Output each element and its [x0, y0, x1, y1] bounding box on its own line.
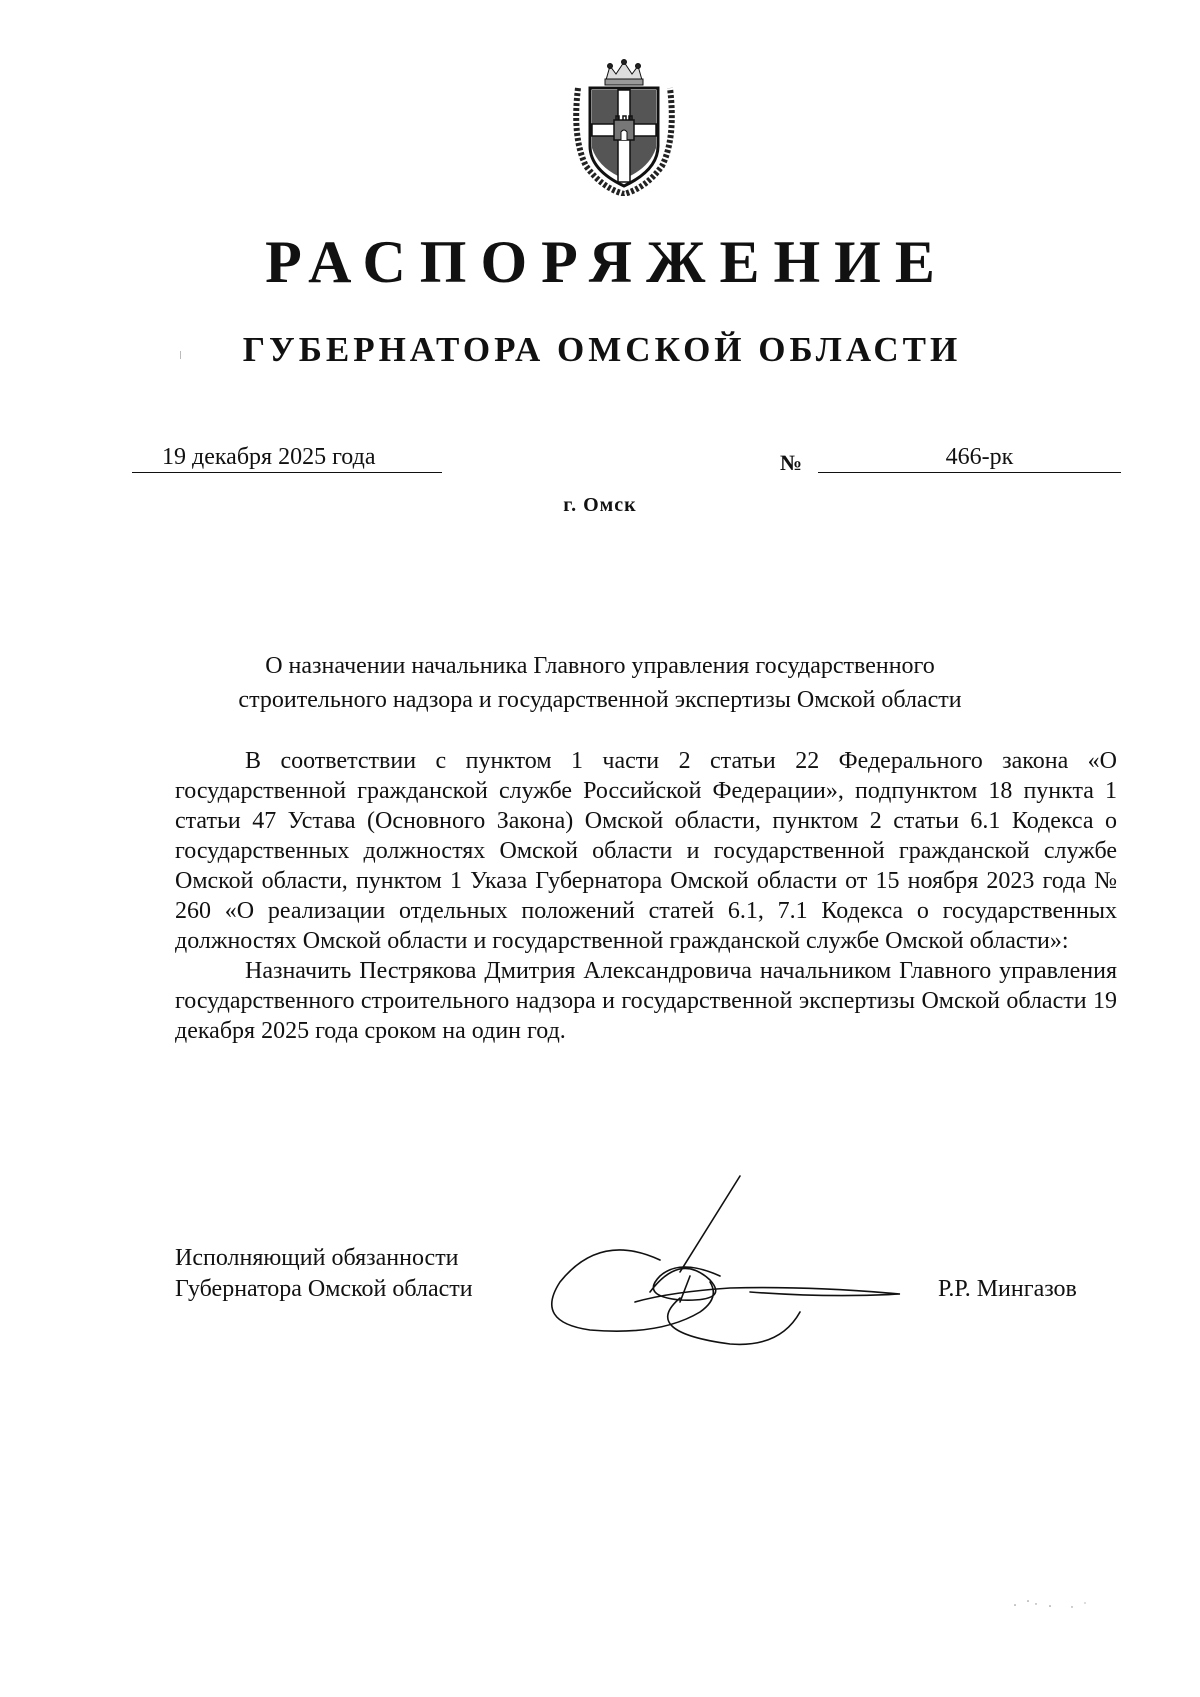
document-body — [175, 746, 1117, 1046]
document-city: г. Омск — [563, 494, 637, 516]
document-number: 466-рк — [818, 442, 1121, 473]
omsk-coat-of-arms-icon — [568, 58, 680, 196]
scan-specks — [1010, 1595, 1090, 1615]
subject-line: О назначении начальника Главного управления государственного — [265, 653, 935, 679]
document-date: 19 декабря 2025 года — [132, 442, 442, 473]
document-subtitle: ГУБЕРНАТОРА ОМСКОЙ ОБЛАСТИ — [242, 330, 962, 369]
document-title: РАСПОРЯЖЕНИЕ — [265, 229, 949, 295]
signatory-name: Р.Р. Мингазов — [938, 1276, 1077, 1302]
body-paragraph: В соответствии с пунктом 1 части 2 статьи 22 Федерального закона «О государственной гражданской службе Российской Федерации», подпунктом 18 пункта 1 статьи 47 Устава (Основного Закона) Омской области, пунктом 2 статьи 6.1 Кодекса о государственных должностях Омской области и государственной гражданской службе Омской области, пунктом 1 Указа Губернатора Омской области от 15 ноября 2023 года № 260 «О реализации отдельных положений статей 6.1, 7.1 Кодекса о государственных должностях Омской области и государственной гражданской службе Омской области»: — [175, 748, 1117, 954]
number-sign: № — [780, 450, 803, 475]
signatory-position-line: Губернатора Омской области — [175, 1276, 473, 1302]
document-subject — [180, 649, 1020, 717]
handwritten-signature-icon — [530, 1172, 910, 1352]
subject-line: строительного надзора и государственной экспертизы Омской области — [238, 687, 962, 713]
signatory-position-line: Исполняющий обязанности — [175, 1245, 459, 1271]
body-paragraph: Назначить Пестрякова Дмитрия Александровича начальником Главного управления государственного строительного надзора и государственной экспертизы Омской области 19 декабря 2025 года сроком на один год. — [175, 958, 1117, 1044]
signatory-position — [175, 1243, 473, 1305]
